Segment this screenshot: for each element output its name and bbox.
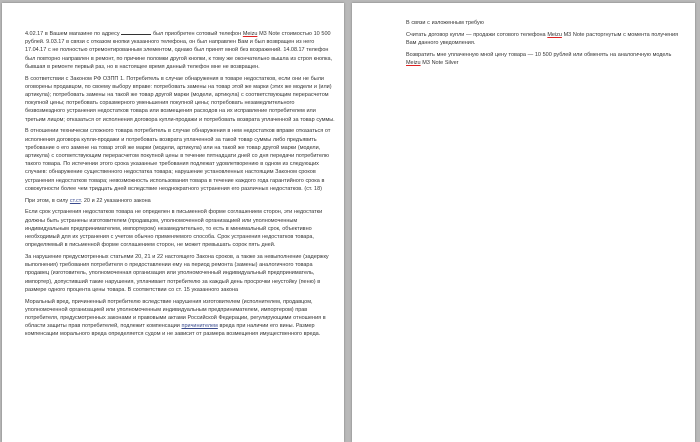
text-fragment: . 20 и 22 указанного закона xyxy=(80,197,151,204)
text-fragment: Моральный вред, причиненный потребителю вследствие нарушения изготовителем (исполнителем, продавцом, уполномоченной организацией или уполномоченным индивидуальным предпринимателем, импортером) прав потребителя, предусмотренных законами и правовыми актами Российской Федерации, регулирующими отношения в области защиты прав потребителей, подлежит компенсации xyxy=(25,298,326,330)
page-2-body xyxy=(406,19,686,71)
paragraph-terminate-contract xyxy=(406,31,686,47)
articles-link[interactable]: ст.ст xyxy=(69,197,81,204)
paragraph-ozpp-rights: В соответствии с Законом РФ ОЗПП 1. Потребитель в случае обнаружения в товаре недостатков, если они не были оговорены продавцом, по своему выбору вправе: потребовать замены на товар этой же марки (этих же модели и (или) артикула); потребовать замены на такой же товар другой марки (модели, артикула) с соответствующим перерасчетом покупной цены; потребовать соразмерного уменьшения покупной цены; потребовать незамедлительного безвозмездного устранения недостатков товара или возмещения расходов на их исправление потребителем или третьим лицом; отказаться от исполнения договора купли-продажи и потребовать возврата уплаченной за товар суммы. xyxy=(25,75,335,123)
document-page-1 xyxy=(2,3,344,442)
page-1-body xyxy=(25,29,335,342)
text-fragment: При этом, в силу xyxy=(25,197,70,204)
text-fragment: вреда при наличии его вины. Размер компенсации морального вреда определяется судом и не зависит от размера возмещения имущественного вреда. xyxy=(25,323,321,338)
paragraph-moral-damage xyxy=(25,298,335,339)
document-page-2 xyxy=(352,3,695,442)
paragraph-penalty: За нарушение предусмотренных статьями 20, 21 и 22 настоящего Закона сроков, а также за невыполнение (задержку выполнения) требования потребителя о предоставлении ему на период ремонта (замены) аналогичного товара продавец (изготовитель, уполномоченная организация или уполномоченный индивидуальный предприниматель, импортер), допустивший такие нарушения, уплачивает потребителю за каждый день просрочки неустойку (пеню) в размере одного процента цены товара. В соответствии со ст. 15 указанного закона xyxy=(25,254,329,293)
spelling-error-word[interactable]: причинителем xyxy=(181,323,218,330)
paragraph-demand-intro: В связи с изложенным требую xyxy=(406,20,484,26)
text-fragment: M3 Note Silver xyxy=(420,60,459,66)
address-blank-field xyxy=(121,29,151,35)
paragraph-complex-goods: В отношении технически сложного товара потребитель в случае обнаружения в нем недостатков вправе отказаться от исполнения договора купли-продажи и потребовать возврата уплаченной за такой товар суммы либо предъявить требование о его замене на товар этой же марки (модели, артикула) или на такой же товар другой марки (модели, артикула) с соответствующим перерасчетом покупной цены в течение пятнадцати дней со дня передачи потребителю такого товара. По истечении этого срока указанные требования подлежат удовлетворению в одном из следующих случаев: обнаружение существенного недостатка товара; нарушение установленных настоящим Законом сроков устранения недостатков товара; невозможность использования товара в течение каждого года гарантийного срока в совокупности более чем тридцать дней вследствие неоднократного устранения его различных недостатков. (ст. 18) xyxy=(25,128,331,192)
brand-name: Meizu xyxy=(406,60,421,66)
text-fragment: 4.02.17 в Вашем магазине по адресу xyxy=(25,31,122,37)
text-fragment: M3 Note стоимостью 10 500 рублей. 9.03.17 в связи с отказом кнопки указанного телефона, он был направлен Вам и был возвращен из него 17.04.17 с не полностью отремонтированным элементом, однако был принят мной без возражений. 14.08.17 телефон был повторно направлен в ремонт, по причине поломки другой кнопки, к тому же окончательно вышла из строя кнопка, бывшая в ремонте первый раз, но в настоящее время данный телефон мне не возвращен. xyxy=(25,31,333,70)
text-fragment: Считать договор купли — продажи сотового телефона xyxy=(406,31,548,38)
paragraph-refund-or-exchange xyxy=(406,51,686,67)
paragraph-articles-reference xyxy=(25,197,335,205)
text-fragment: M3 Note расторгнутым с момента получения Вам данного уведомления. xyxy=(406,31,679,46)
paragraph-purchase-history xyxy=(25,29,335,71)
text-fragment: был приобретен сотовый телефон xyxy=(151,31,243,37)
paragraph-repair-terms: Если срок устранения недостатков товара не определен в письменной форме соглашением сторон, эти недостатки должны быть устранены изготовителем (продавцом, уполномоченной организацией или уполномоченным индивидуальным предпринимателем, импортером) незамедлительно, то есть в минимальный срок, объективно необходимый для их устранения с учетом обычно применяемого способа. Срок устранения недостатков товара, определяемый в письменной форме соглашением сторон, не может превышать сорок пять дней. xyxy=(25,209,323,249)
text-fragment: Возвратить мне уплаченную мной цену товара — 10 500 рублей или обменять на аналогичную модель xyxy=(406,51,672,58)
brand-name: Meizu xyxy=(242,31,258,37)
brand-name: Meizu xyxy=(547,31,562,38)
